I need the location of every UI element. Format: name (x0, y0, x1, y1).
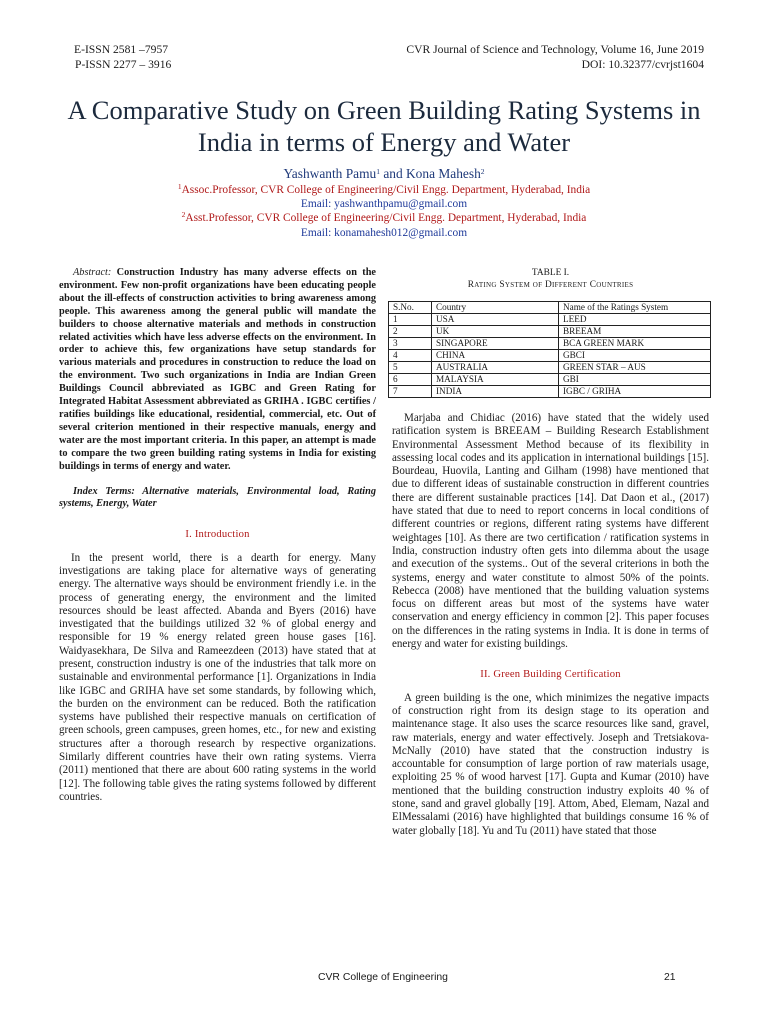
affiliation-1-sup: 1 (177, 182, 182, 191)
footer-college: CVR College of Engineering (318, 972, 448, 983)
introduction-heading: I. Introduction (185, 529, 250, 541)
table-cell: 2 (389, 326, 432, 338)
table-row (389, 374, 711, 386)
table-header-cell: Country (432, 302, 559, 314)
table-cell: BCA GREEN MARK (559, 338, 711, 350)
affiliation-2-sup: 2 (181, 210, 186, 219)
issn-block (74, 42, 171, 72)
table-cell: SINGAPORE (432, 338, 559, 350)
paper-title: A Comparative Study on Green Building Rating Systems in India in terms of Energy and Water (67, 95, 701, 157)
author-1: Yashwanth Pamu (283, 166, 377, 181)
authors (0, 166, 768, 182)
affiliation-2 (0, 211, 768, 225)
table-cell: GBI (559, 374, 711, 386)
table-subtitle: Rating System of Different Countries (467, 280, 634, 290)
author-1-sup: 1 (376, 167, 380, 176)
table-header-row (389, 302, 711, 314)
journal-name: CVR Journal of Science and Technology, Volume 16, June 2019 (406, 43, 704, 56)
table-cell: LEED (559, 314, 711, 326)
right-column (392, 267, 709, 838)
pissn: P-ISSN 2277 – 3916 (75, 58, 172, 71)
table-cell: 3 (389, 338, 432, 350)
abstract-text: Construction Industry has many adverse effects on the environment. Few non-profit organizations have been educating people about the ill-effects of construction activities to bring awareness among people. This awareness among the general public will mandate the builders to choose alternative materials and methods in construction related activities which have less adverse effects on the environment. In order to achieve this, few organizations have setup standards for various materials and procedures in construction to reduce the load on the environment. Two such organizations in India are Indian Green Buildings Council abbreviated as IGBC and Green Rating for Integrated Habitat Assessment abbreviated as GRIHA . IGBC certifies / ratifies buildings like educational, residential, commercial, etc. Out of several criterion mentioned in their respective manuals, energy and water are the most important criteria. In this paper, an attempt is made to compare the two green building rating systems in India for existing buildings in terms of energy and water. (59, 267, 376, 472)
author-2-sup: 2 (480, 167, 485, 176)
table-row (389, 350, 711, 362)
literature-paragraph: Marjaba and Chidiac (2016) have stated that the widely used ratification system is BREEAM – Building Research Establishment Environmental Assessment Method because of its flexibility in assessing local codes and its application in international buildings [15]. Bourdeau, Huovila, Lanting and Gilham (1998) have mentioned that due to different ideas of sustainable construction in different countries there are different sustainable practices [14]. Dat Daon et al., (2017) have stated that due to need to report concerns in local conditions of different countries or regions, different rating systems have different weightages [10]. As there are two certification / ratification systems in India, construction industry often gets into dilemma about the usage and execution of the systems.. Out of the several criterions in both the systems, energy and water constitute to almost 50% of the points. Rebecca (2008) have mentioned that the building valuation systems focus on different areas but most of the systems have water conservation and energy efficiency in common [2]. This paper focuses on the differences in the rating systems in India. It is done in terms of energy and water for existing buildings. (392, 412, 709, 651)
table-cell: GBCI (559, 350, 711, 362)
table-cell: MALAYSIA (432, 374, 559, 386)
author-joiner: and (379, 166, 407, 181)
author-2: Kona Mahesh (406, 166, 481, 181)
email-2: Email: konamahesh012@gmail.com (300, 227, 468, 239)
affiliation-2-text: Asst.Professor, CVR College of Engineering/Civil Engg. Department, Hyderabad, India (185, 212, 587, 224)
table-row (389, 338, 711, 350)
table-cell: 5 (389, 362, 432, 374)
affiliation-1-text: Assoc.Professor, CVR College of Engineering/Civil Engg. Department, Hyderabad, India (181, 184, 591, 196)
eissn: E-ISSN 2581 –7957 (74, 43, 169, 56)
green-building-heading: II. Green Building Certification (480, 669, 621, 681)
table-cell: 7 (389, 386, 432, 398)
page-number: 21 (664, 972, 676, 983)
journal-block (406, 42, 704, 72)
green-building-text: A green building is the one, which minimizes the negative impacts of construction right from its design stage to its operation and maintenance stage. It also uses the scarce resources like sand, gravel, raw materials, energy and water effectively. Joseph and Tretsiakova-McNally (2010) have stated that the construction industry is accountable for consumption of large portion of raw materials usage, exploiting 25 % of wood harvest [17]. Gupta and Kumar (2010) have mentioned that the building construction industry exploits 40 % of stone, sand and gravel globally [19]. Attom, Abed, Elemam, Nazal and ElMessalami (2016) have highlighted that buildings consume 16 % of water globally [18]. Yu and Tu (2011) have stated that those (392, 691, 709, 837)
table-row (389, 362, 711, 374)
index-terms: Index Terms: Alternative materials, Environmental load, Rating systems, Energy, Water (59, 485, 376, 510)
doi: DOI: 10.32377/cvrjst1604 (581, 58, 704, 71)
table-cell: AUSTRALIA (432, 362, 559, 374)
abstract (59, 267, 376, 474)
table-row (389, 326, 711, 338)
email-1: Email: yashwanthpamu@gmail.com (300, 198, 468, 210)
table-row (389, 386, 711, 398)
table-caption: TABLE I. (531, 268, 570, 278)
affiliation-1 (0, 183, 768, 197)
table-header-cell: Name of the Ratings System (559, 302, 711, 314)
rating-systems-table (388, 301, 711, 398)
table-cell: GREEN STAR – AUS (559, 362, 711, 374)
table-cell: UK (432, 326, 559, 338)
table-row (389, 314, 711, 326)
left-column (59, 267, 376, 804)
table-cell: 6 (389, 374, 432, 386)
abstract-label: Abstract: (73, 267, 112, 278)
table-cell: BREEAM (559, 326, 711, 338)
table-cell: INDIA (432, 386, 559, 398)
table-cell: IGBC / GRIHA (559, 386, 711, 398)
table-header-cell: S.No. (389, 302, 432, 314)
table-cell: USA (432, 314, 559, 326)
table-cell: 1 (389, 314, 432, 326)
table-cell: 4 (389, 350, 432, 362)
table-cell: CHINA (432, 350, 559, 362)
introduction-text: In the present world, there is a dearth for energy. Many investigations are taking place for alternative ways of generating energy. The alternative ways should be environment friendly i.e. in the process of generating energy, the environment and the limited resources should be least affected. Abanda and Byers (2016) have investigated that the buildings utilized 32 % of global energy and responsible for 19 % energy related green house gases [16]. Waidyasekhara, De Silva and Rameezdeen (2013) have stated that at present, construction industry is one of the industries that talk more on sustainable and environmental performance [1]. Organizations in India like IGBC and GRIHA have set some standards, by following which, the burden on the environment can be reduced. Both the ratification systems have published their respective manuals on certification of green schools, green campuses, green homes, etc., for new and existing structures after a thorough research by respective organizations. Similarly different countries have their own rating systems. Vierra (2011) mentioned that there are about 600 rating systems in the world [12]. The following table gives the rating systems followed by different countries. (59, 551, 376, 803)
